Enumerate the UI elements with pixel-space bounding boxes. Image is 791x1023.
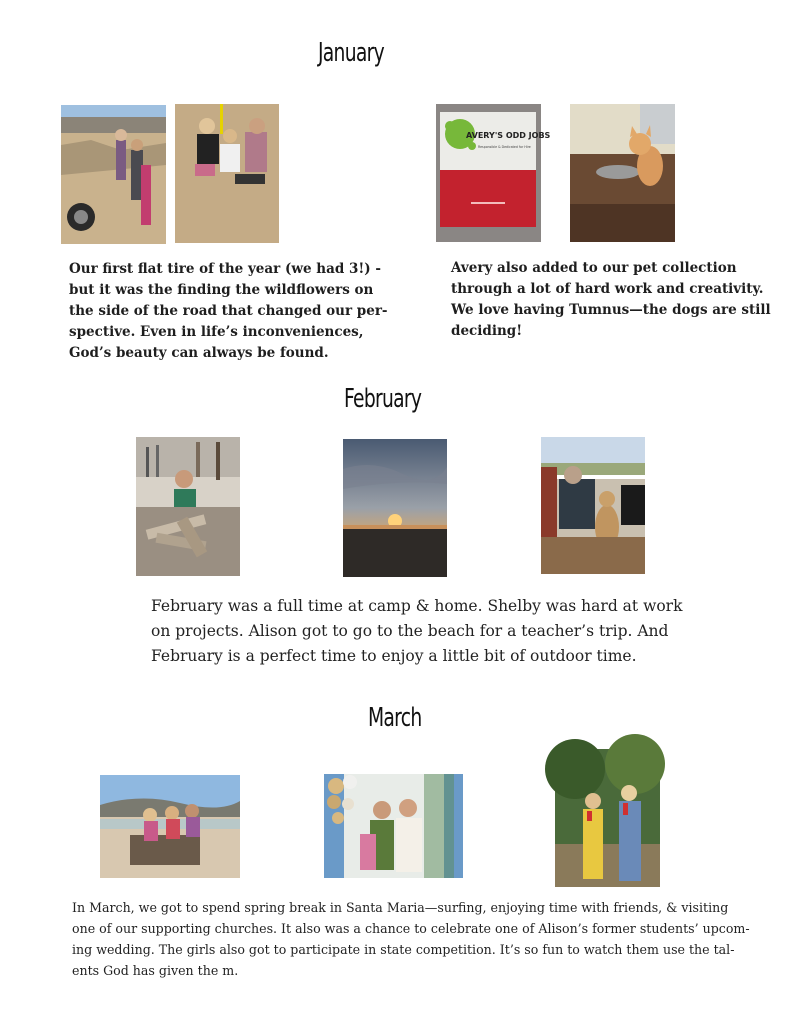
caption-line: one of our supporting churches. It also was a chance to celebrate one of Alison’s former students’ upcom-: [72, 921, 750, 936]
photo-woodshop: [136, 437, 240, 576]
caption-line: God’s beauty can always be found.: [69, 345, 329, 361]
caption-line: through a lot of hard work and creativity.: [451, 281, 764, 297]
caption-line: the side of the road that changed our per-: [69, 303, 388, 319]
caption-line: ents God has given the m.: [72, 963, 239, 978]
photo-porch-dog: [541, 437, 645, 574]
photo-kids-wildflowers: [175, 104, 279, 243]
photo-odd-jobs-sign: [436, 104, 551, 242]
photo-wedding-celebration: [324, 774, 463, 878]
caption-line: Avery also added to our pet collection: [451, 260, 737, 276]
caption-line: on projects. Alison got to go to the beach for a teacher’s trip. And: [151, 622, 669, 640]
photo-beach-friends: [100, 775, 240, 878]
photo-state-competition: [555, 749, 660, 887]
caption-line: February is a perfect time to enjoy a little bit of outdoor time.: [151, 647, 637, 665]
sign-subtitle: Responsible & Dedicated for Hire: [478, 145, 531, 149]
caption-line: deciding!: [451, 323, 523, 339]
march-heading: March: [368, 703, 422, 733]
january-heading: January: [318, 38, 384, 68]
caption-line: but it was the finding the wildflowers on: [69, 282, 374, 298]
photo-flat-tire: [61, 105, 166, 244]
february-caption: [151, 594, 682, 669]
caption-line: spective. Even in life’s inconveniences,: [69, 324, 364, 340]
january-caption-right: [451, 258, 771, 342]
caption-line: Our first flat tire of the year (we had 3!) -: [69, 261, 381, 277]
sign-title: AVERY'S ODD JOBS: [466, 131, 551, 140]
caption-line: We love having Tumnus—the dogs are still: [451, 302, 771, 318]
caption-line: February was a full time at camp & home. Shelby was hard at work: [151, 597, 683, 615]
caption-line: In March, we got to spend spring break in Santa Maria—surfing, enjoying time with friends, & visiting: [72, 900, 729, 915]
photo-beach-sunset: [343, 439, 447, 577]
february-heading: February: [344, 384, 422, 414]
march-caption: [72, 897, 750, 981]
photo-cat-tumnus: [570, 104, 675, 242]
january-caption-left: [69, 259, 388, 364]
caption-line: ing wedding. The girls also got to participate in state competition. It’s so fun to watch them use the tal-: [72, 942, 735, 957]
